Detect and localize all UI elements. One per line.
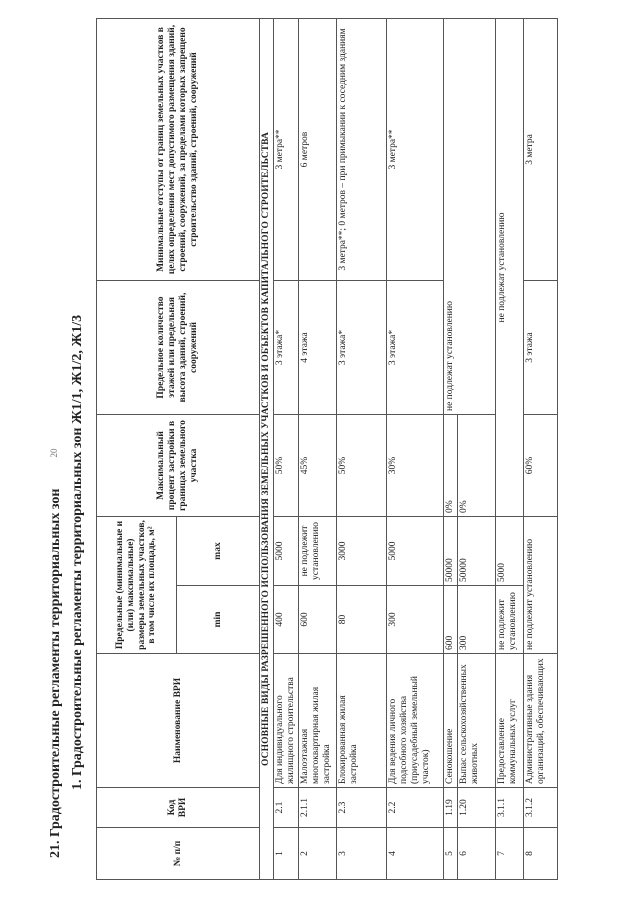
cell-code: 1.19	[444, 788, 458, 828]
cell-floors: 3 этажа*	[274, 281, 299, 415]
cell-floors: 3 этажа	[523, 281, 557, 415]
cell-percent: 0%	[457, 415, 495, 517]
cell-code: 1.20	[457, 788, 495, 828]
cell-code: 2.1.1	[299, 788, 337, 828]
cell-floors: 3 этажа*	[387, 281, 444, 415]
cell-name: Выпас сельскохозяйственных животных	[457, 654, 495, 788]
section-title: 21. Градостроительные регламенты территориальных зон	[48, 488, 63, 858]
header-percent: Максимальный процент застройки в границах земельного участка	[97, 415, 260, 517]
cell-min: 80	[337, 586, 387, 654]
cell-offset: 3 метра	[523, 19, 557, 281]
cell-name: Малоэтажная многоквартирная жилая застройка	[299, 654, 337, 788]
cell-num: 1	[274, 828, 299, 880]
table-row	[523, 19, 557, 880]
table-row	[299, 19, 337, 880]
cell-offset: 6 метров	[299, 19, 337, 281]
cell-offset: 3 метра**	[274, 19, 299, 281]
header-max: max	[177, 517, 260, 586]
cell-max: 50000	[457, 517, 495, 586]
table-row	[495, 19, 523, 880]
header-offsets: Минимальные отступы от границ земельных участков в целях определения мест допустимого размещения зданий, строений, сооружений, за пределами которых запрещено строительство зданий, строений, сооружений	[97, 19, 260, 281]
cell-max: 5000	[495, 517, 523, 586]
cell-max: не подлежит установлению	[299, 517, 337, 586]
cell-max: 50000	[444, 517, 458, 586]
cell-percent: 45%	[299, 415, 337, 517]
cell-percent: 50%	[274, 415, 299, 517]
cell-percent: 60%	[523, 415, 557, 517]
cell-floors: 3 этажа*	[337, 281, 387, 415]
cell-name: Административные здания организаций, обеспечивающих	[523, 654, 557, 788]
cell-min: не подлежит установлению	[495, 586, 523, 654]
subsection-title: 1. Градостроительные регламенты территориальных зон Ж1/1, Ж1/2, Ж1/3	[70, 314, 85, 790]
cell-num: 6	[457, 828, 495, 880]
header-name: Наименование ВРИ	[97, 654, 260, 788]
cell-min: 300	[387, 586, 444, 654]
table-row	[387, 19, 444, 880]
cell-name: Сенокошение	[444, 654, 458, 788]
header-code: Код ВРИ	[97, 788, 260, 828]
cell-percent: 50%	[337, 415, 387, 517]
cell-min: 600	[444, 586, 458, 654]
cell-min-max: не подлежит установлению	[523, 517, 557, 654]
cell-num: 4	[387, 828, 444, 880]
cell-code: 2.1	[274, 788, 299, 828]
cell-min: 600	[299, 586, 337, 654]
cell-name: Предоставление коммунальных услуг	[495, 654, 523, 788]
table-row	[337, 19, 387, 880]
rotated-page	[36, 0, 596, 880]
header-area-group: Предельные (минимальные и (или) максимальные) размеры земельных участков, в том числе их площадь, м²	[97, 517, 177, 654]
cell-offset: 3 метра**; 0 метров – при примыкании к соседним зданиям	[337, 19, 387, 281]
cell-min: 400	[274, 586, 299, 654]
page-number: 20	[49, 448, 59, 458]
header-num: № п/п	[97, 828, 260, 880]
cell-percent: 0%	[444, 415, 458, 517]
header-floors: Предельное количество этажей или предельная высота зданий, строений, сооружений	[97, 281, 260, 415]
cell-num: 7	[495, 828, 523, 880]
cell-code: 3.1.1	[495, 788, 523, 828]
table-row	[444, 19, 458, 880]
cell-code: 3.1.2	[523, 788, 557, 828]
cell-min: 300	[457, 586, 495, 654]
cell-merged-not-set: не подлежат установлению	[444, 19, 496, 415]
cell-name: Для индивидуального жилищного строительства	[274, 654, 299, 788]
cell-offset: 3 метра**	[387, 19, 444, 281]
cell-num: 2	[299, 828, 337, 880]
cell-name: Для ведения личного подсобного хозяйства (приусадебный земельный участок)	[387, 654, 444, 788]
table-row	[274, 19, 299, 880]
cell-merged-not-set: не подлежат установлению	[495, 19, 523, 517]
cell-name: Блокированная жилая застройка	[337, 654, 387, 788]
section-row: ОСНОВНЫЕ ВИДЫ РАЗРЕШЕННОГО ИСПОЛЬЗОВАНИЯ ЗЕМЕЛЬНЫХ УЧАСТКОВ И ОБЪЕКТОВ КАПИТАЛЬНОГО СТРОИТЕЛЬСТВА	[260, 19, 274, 880]
cell-max: 5000	[387, 517, 444, 586]
cell-floors: 4 этажа	[299, 281, 337, 415]
cell-code: 2.2	[387, 788, 444, 828]
cell-num: 5	[444, 828, 458, 880]
cell-max: 3000	[337, 517, 387, 586]
regulations-table	[96, 18, 558, 880]
cell-max: 5000	[274, 517, 299, 586]
cell-code: 2.3	[337, 788, 387, 828]
cell-num: 8	[523, 828, 557, 880]
cell-percent: 30%	[387, 415, 444, 517]
header-min: min	[177, 586, 260, 654]
cell-num: 3	[337, 828, 387, 880]
